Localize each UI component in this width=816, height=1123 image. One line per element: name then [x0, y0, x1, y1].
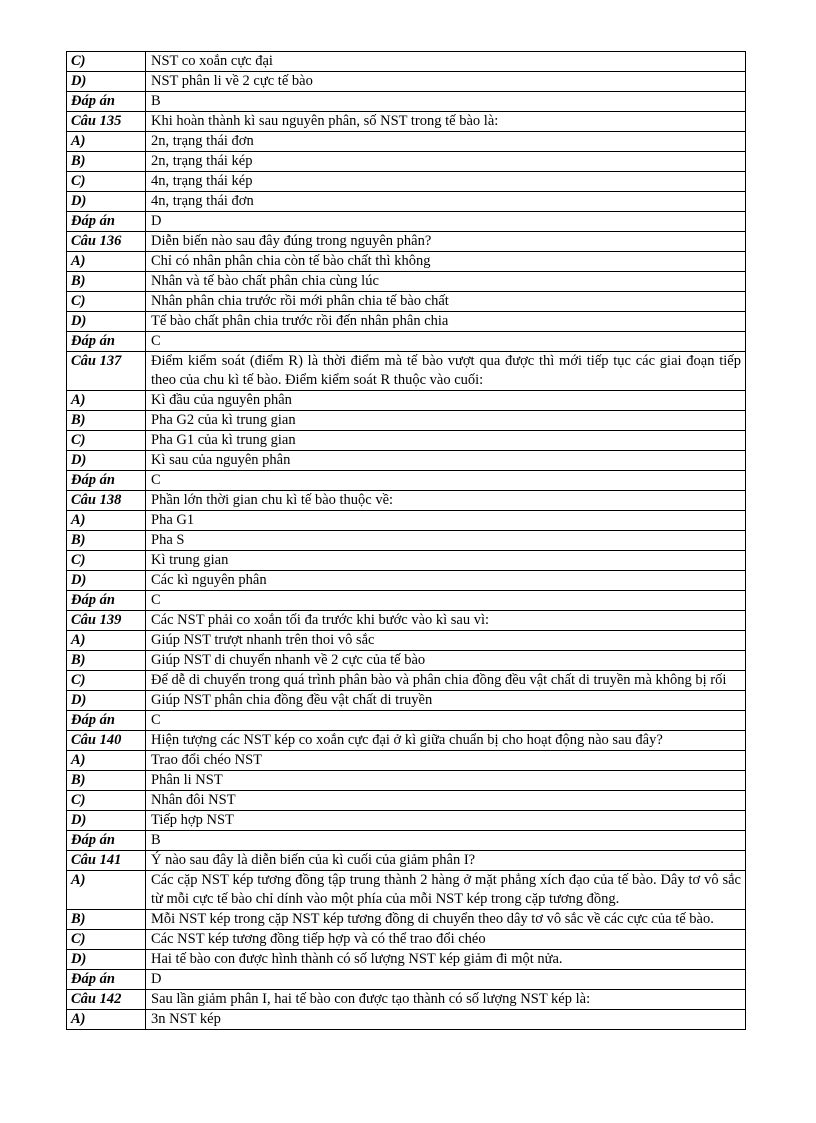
option-row: [67, 152, 746, 172]
option-label: C): [67, 52, 146, 72]
option-text: 2n, trạng thái đơn: [146, 132, 746, 152]
option-row: [67, 252, 746, 272]
option-row: [67, 132, 746, 152]
answer-label: Đáp án: [67, 332, 146, 352]
question-row: [67, 491, 746, 511]
option-label: A): [67, 391, 146, 411]
option-text: Pha S: [146, 531, 746, 551]
option-row: [67, 52, 746, 72]
option-label: C): [67, 292, 146, 312]
question-row: [67, 232, 746, 252]
option-text: Hai tế bào con được hình thành có số lượng NST kép giảm đi một nửa.: [146, 950, 746, 970]
option-label: A): [67, 252, 146, 272]
option-text: Nhân và tế bào chất phân chia cùng lúc: [146, 272, 746, 292]
option-row: [67, 791, 746, 811]
answer-label: Đáp án: [67, 970, 146, 990]
answer-label: Đáp án: [67, 831, 146, 851]
option-row: [67, 751, 746, 771]
option-text: Các kì nguyên phân: [146, 571, 746, 591]
question-label: Câu 136: [67, 232, 146, 252]
question-text: Sau lần giảm phân I, hai tế bào con được tạo thành có số lượng NST kép là:: [146, 990, 746, 1010]
option-row: [67, 631, 746, 651]
option-row: [67, 571, 746, 591]
option-label: A): [67, 1010, 146, 1030]
option-label: C): [67, 791, 146, 811]
question-label: Câu 135: [67, 112, 146, 132]
option-label: D): [67, 72, 146, 92]
option-label: A): [67, 751, 146, 771]
option-text: Nhân phân chia trước rồi mới phân chia tế bào chất: [146, 292, 746, 312]
option-text: Để dễ di chuyển trong quá trình phân bào và phân chia đồng đều vật chất di truyền mà không bị rối: [146, 671, 746, 691]
question-text: Các NST phải co xoắn tối đa trước khi bước vào kì sau vì:: [146, 611, 746, 631]
question-row: [67, 731, 746, 751]
question-text: Diễn biến nào sau đây đúng trong nguyên phân?: [146, 232, 746, 252]
option-row: [67, 72, 746, 92]
option-label: D): [67, 691, 146, 711]
question-text: Phần lớn thời gian chu kì tế bào thuộc về:: [146, 491, 746, 511]
answer-label: Đáp án: [67, 591, 146, 611]
question-text: Điểm kiểm soát (điểm R) là thời điểm mà tế bào vượt qua được thì mới tiếp tục các giai đoạn tiếp theo của chu kì tế bào. Điểm kiểm soát R thuộc vào cuối:: [146, 352, 746, 391]
option-text: 3n NST kép: [146, 1010, 746, 1030]
option-label: B): [67, 771, 146, 791]
option-label: B): [67, 272, 146, 292]
option-label: A): [67, 511, 146, 531]
option-row: [67, 871, 746, 910]
option-text: Tế bào chất phân chia trước rồi đến nhân phân chia: [146, 312, 746, 332]
answer-row: [67, 471, 746, 491]
answer-row: [67, 970, 746, 990]
option-text: Các NST kép tương đồng tiếp hợp và có thể trao đổi chéo: [146, 930, 746, 950]
option-text: Tiếp hợp NST: [146, 811, 746, 831]
answer-text: B: [146, 92, 746, 112]
option-text: Kì đầu của nguyên phân: [146, 391, 746, 411]
option-row: [67, 192, 746, 212]
option-label: C): [67, 930, 146, 950]
option-text: Giúp NST trượt nhanh trên thoi vô sắc: [146, 631, 746, 651]
option-text: Trao đổi chéo NST: [146, 751, 746, 771]
option-row: [67, 651, 746, 671]
option-label: C): [67, 431, 146, 451]
option-row: [67, 551, 746, 571]
option-row: [67, 411, 746, 431]
option-label: B): [67, 531, 146, 551]
option-label: D): [67, 571, 146, 591]
option-text: Giúp NST di chuyển nhanh về 2 cực của tế bào: [146, 651, 746, 671]
option-row: [67, 292, 746, 312]
option-text: Phân li NST: [146, 771, 746, 791]
option-label: C): [67, 671, 146, 691]
option-text: 4n, trạng thái đơn: [146, 192, 746, 212]
answer-row: [67, 332, 746, 352]
option-row: [67, 771, 746, 791]
option-row: [67, 272, 746, 292]
question-text: Khi hoàn thành kì sau nguyên phân, số NST trong tế bào là:: [146, 112, 746, 132]
option-text: Các cặp NST kép tương đồng tập trung thành 2 hàng ở mặt phẳng xích đạo của tế bào. Dây tơ vô sắc từ mỗi cực tế bào chỉ dính vào một phía của mỗi NST kép trong cặp tương đồng.: [146, 871, 746, 910]
option-row: [67, 312, 746, 332]
question-text: Hiện tượng các NST kép co xoắn cực đại ở kì giữa chuẩn bị cho hoạt động nào sau đây?: [146, 731, 746, 751]
question-label: Câu 141: [67, 851, 146, 871]
question-label: Câu 137: [67, 352, 146, 391]
option-row: [67, 811, 746, 831]
question-row: [67, 611, 746, 631]
answer-text: C: [146, 591, 746, 611]
option-label: C): [67, 551, 146, 571]
option-text: 4n, trạng thái kép: [146, 172, 746, 192]
option-row: [67, 172, 746, 192]
answer-row: [67, 591, 746, 611]
option-text: Pha G1: [146, 511, 746, 531]
option-text: NST phân li về 2 cực tế bào: [146, 72, 746, 92]
answer-label: Đáp án: [67, 212, 146, 232]
option-label: D): [67, 950, 146, 970]
option-row: [67, 691, 746, 711]
option-text: Pha G2 của kì trung gian: [146, 411, 746, 431]
option-text: Kì trung gian: [146, 551, 746, 571]
answer-row: [67, 711, 746, 731]
answer-text: D: [146, 970, 746, 990]
option-row: [67, 671, 746, 691]
quiz-table: [66, 51, 746, 1030]
option-row: [67, 391, 746, 411]
answer-row: [67, 212, 746, 232]
question-row: [67, 112, 746, 132]
answer-label: Đáp án: [67, 711, 146, 731]
option-text: Giúp NST phân chia đồng đều vật chất di truyền: [146, 691, 746, 711]
option-label: A): [67, 132, 146, 152]
option-text: Nhân đôi NST: [146, 791, 746, 811]
question-text: Ý nào sau đây là diễn biến của kì cuối của giảm phân I?: [146, 851, 746, 871]
quiz-table-body: [67, 52, 746, 1030]
answer-text: C: [146, 332, 746, 352]
option-text: Pha G1 của kì trung gian: [146, 431, 746, 451]
option-label: D): [67, 312, 146, 332]
option-row: [67, 950, 746, 970]
option-label: D): [67, 451, 146, 471]
option-row: [67, 1010, 746, 1030]
question-label: Câu 138: [67, 491, 146, 511]
option-label: D): [67, 192, 146, 212]
option-row: [67, 431, 746, 451]
option-label: B): [67, 651, 146, 671]
option-text: Kì sau của nguyên phân: [146, 451, 746, 471]
option-row: [67, 531, 746, 551]
question-label: Câu 139: [67, 611, 146, 631]
answer-row: [67, 831, 746, 851]
answer-row: [67, 92, 746, 112]
option-text: Chỉ có nhân phân chia còn tế bào chất thì không: [146, 252, 746, 272]
question-row: [67, 990, 746, 1010]
option-text: NST co xoắn cực đại: [146, 52, 746, 72]
option-label: A): [67, 871, 146, 910]
option-text: Mỗi NST kép trong cặp NST kép tương đồng di chuyển theo dây tơ vô sắc về các cực của tế bào.: [146, 910, 746, 930]
answer-label: Đáp án: [67, 471, 146, 491]
answer-text: B: [146, 831, 746, 851]
option-label: B): [67, 910, 146, 930]
option-text: 2n, trạng thái kép: [146, 152, 746, 172]
answer-text: D: [146, 212, 746, 232]
option-row: [67, 511, 746, 531]
option-label: B): [67, 411, 146, 431]
option-row: [67, 930, 746, 950]
option-row: [67, 910, 746, 930]
question-row: [67, 851, 746, 871]
option-label: D): [67, 811, 146, 831]
option-row: [67, 451, 746, 471]
answer-label: Đáp án: [67, 92, 146, 112]
option-label: A): [67, 631, 146, 651]
question-label: Câu 140: [67, 731, 146, 751]
answer-text: C: [146, 711, 746, 731]
answer-text: C: [146, 471, 746, 491]
question-label: Câu 142: [67, 990, 146, 1010]
question-row: [67, 352, 746, 391]
option-label: C): [67, 172, 146, 192]
option-label: B): [67, 152, 146, 172]
